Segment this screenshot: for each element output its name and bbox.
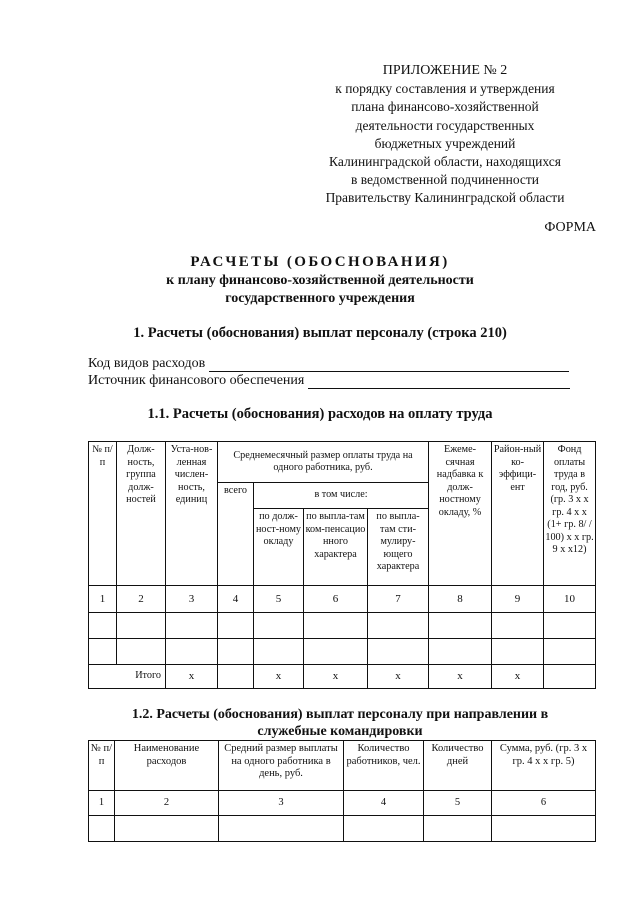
business-trip-table [88, 740, 596, 842]
column-number: 8 [429, 586, 492, 613]
subtitle-line: государственного учреждения [225, 291, 415, 306]
header-name: Наименование расходов [115, 741, 219, 791]
column-number: 2 [115, 791, 219, 816]
appendix-line: бюджетных учреждений [374, 135, 516, 151]
appendix-title: ПРИЛОЖЕНИЕ № 2 [382, 63, 508, 78]
expense-code-field [88, 356, 569, 372]
column-number: 6 [304, 586, 368, 613]
funding-source-line [308, 374, 570, 389]
column-number: 5 [424, 791, 492, 816]
appendix-line: к порядку составления и утверждения [335, 81, 555, 97]
subsection-1-2-line: служебные командировки [257, 724, 423, 739]
column-number: 3 [166, 586, 218, 613]
total-cell: х [368, 665, 429, 689]
column-numbers-row [89, 586, 596, 613]
labor-pay-table [88, 441, 596, 689]
total-cell: х [492, 665, 544, 689]
subsection-1-2-line: 1.2. Расчеты (обоснования) выплат персоналу при направлении в [131, 707, 549, 722]
document-subtitle [0, 272, 640, 308]
table-row [89, 639, 596, 665]
expense-code-line [209, 357, 569, 372]
header-by-salary: по долж-ност-ному окладу [254, 509, 304, 586]
table-row [89, 816, 596, 842]
header-including: в том числе: [254, 483, 429, 509]
total-row [89, 665, 596, 689]
column-numbers-row [89, 791, 596, 816]
column-number: 1 [89, 586, 117, 613]
header-sum: Сумма, руб. (гр. 3 х гр. 4 х х гр. 5) [492, 741, 596, 791]
header-days: Количество дней [424, 741, 492, 791]
document-title: РАСЧЕТЫ (ОБОСНОВАНИЯ) [190, 254, 450, 270]
appendix-line: деятельности государственных [355, 117, 535, 133]
section-1-title: 1. Расчеты (обоснования) выплат персоналу (строка 210) [133, 325, 507, 341]
header-stimulating: по выпла-там сти-мулиру-ющего характера [368, 509, 429, 586]
column-number: 2 [117, 586, 166, 613]
appendix-line: Правительству Калининградской области [325, 190, 565, 206]
appendix-line: Калининградской области, находящихся [329, 154, 561, 170]
total-cell [544, 665, 596, 689]
header-position: Долж-ность, группа долж-ностей [117, 442, 166, 586]
header-regional: Район-ный ко-эффици-ент [492, 442, 544, 586]
appendix-line: в ведомственной подчиненности [350, 172, 540, 188]
appendix-block [300, 62, 590, 208]
header-total: всего [218, 483, 254, 586]
header-avg-pay: Средний размер выплаты на одного работника в день, руб. [219, 741, 344, 791]
header-bonus: Ежеме-сячная надбавка к долж-ностному окладу, % [429, 442, 492, 586]
total-cell: х [166, 665, 218, 689]
form-label: ФОРМА [544, 220, 596, 235]
total-cell: х [304, 665, 368, 689]
funding-source-field [88, 373, 570, 389]
header-no: № п/п [89, 442, 117, 586]
column-number: 3 [219, 791, 344, 816]
subtitle-line: к плану финансово-хозяйственной деятельности [166, 273, 474, 288]
total-cell: х [254, 665, 304, 689]
header-no: № п/п [89, 741, 115, 791]
column-number: 5 [254, 586, 304, 613]
header-fund: Фонд оплаты труда в год, руб. (гр. 3 х х гр. 4 х х (1+ гр. 8/ / 100) х х гр. 9 х х12) [544, 442, 596, 586]
column-number: 7 [368, 586, 429, 613]
header-headcount: Уста-нов-ленная числен-ность, единиц [166, 442, 218, 586]
funding-source-label: Источник финансового обеспечения [88, 373, 305, 388]
header-avg-pay: Среднемесячный размер оплаты труда на одного работника, руб. [218, 442, 429, 483]
column-number: 10 [544, 586, 596, 613]
total-cell [218, 665, 254, 689]
subsection-1-2-title [100, 706, 580, 740]
column-number: 9 [492, 586, 544, 613]
total-cell: х [429, 665, 492, 689]
column-number: 1 [89, 791, 115, 816]
header-compensation: по выпла-там ком-пенсацио нного характера [304, 509, 368, 586]
expense-code-label: Код видов расходов [88, 356, 206, 371]
subsection-1-1-title: 1.1. Расчеты (обоснования) расходов на оплату труда [147, 406, 493, 422]
column-number: 6 [492, 791, 596, 816]
column-number: 4 [218, 586, 254, 613]
table-row [89, 613, 596, 639]
header-workers: Количество работников, чел. [344, 741, 424, 791]
total-label: Итого [89, 665, 166, 689]
appendix-line: плана финансово-хозяйственной [351, 99, 539, 115]
column-number: 4 [344, 791, 424, 816]
